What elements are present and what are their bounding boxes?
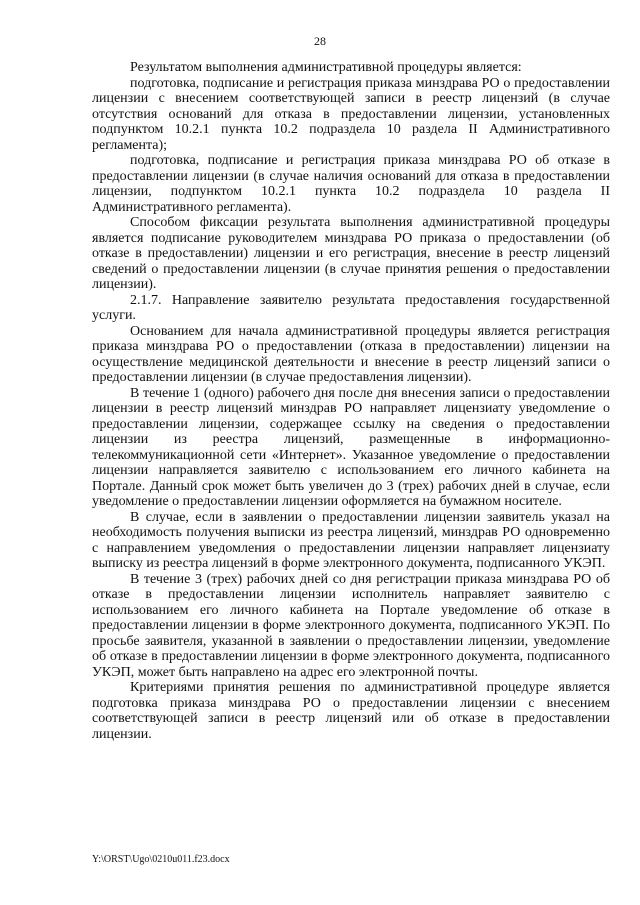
- paragraph-result-intro: Результатом выполнения административной процедуры является:: [130, 60, 522, 75]
- footer-file-path: Y:\ORST\Ugo\0210u011.f23.docx: [92, 854, 230, 865]
- paragraph-result-grant: подготовка, подписание и регистрация приказа минздрава РО о предоставлении лицензии с внесением соответствующей записи в реестр лицензий (в случае отсутствия оснований для отказа в предоставлении лицензии, установленных подпунктом 10.2.1 пункта 10.2 подраздела 10 раздела II Административного регламента);: [92, 75, 610, 153]
- page-number: 28: [314, 34, 326, 48]
- paragraph-procedure-basis: Основанием для начала административной процедуры является регистрация приказа минздрава РО о предоставлении (отказа в предоставлении) лицензии на осуществление медицинской деятельности и внесение в реестр лицензий записи о предоставлении лицензии (в случае предоставления лицензии).: [92, 323, 610, 385]
- paragraph-result-refusal: подготовка, подписание и регистрация приказа минздрава РО об отказе в предоставлении лицензии (в случае наличия оснований для отказа в предоставлении лицензии, подпунктом 10.2.1 пункта 10.2 подраздела 10 раздела II Административного регламента).: [92, 153, 610, 215]
- paragraph-fixation-method: Способом фиксации результата выполнения административной процедуры является подписание руководителем минздрава РО приказа о предоставлении (об отказе в предоставлении) лицензии и его регистрация, внесение в реестр лицензий сведений о предоставлении лицензии (в случае принятия решения о предоставлении лицензии).: [92, 215, 610, 292]
- paragraph-refusal-notification: В течение 3 (трех) рабочих дней со дня регистрации приказа минздрава РО об отказе в предоставлении лицензии исполнитель направляет заявителю с использованием его личного кабинета на Портале уведомление об отказе в предоставлении лицензии в форме электронного документа, подписанного УКЭП. По просьбе заявителя, указанной в заявлении о предоставлении лицензии, уведомление об отказе в предоставлении лицензии в форме электронного документа, подписанного УКЭП, может быть направлено на адрес его электронной почты.: [92, 571, 610, 680]
- paragraph-registry-extract: В случае, если в заявлении о предоставлении лицензии заявитель указал на необходимость получения выписки из реестра лицензий, минздрав РО одновременно с направлением уведомления о предоставлении лицензии направляет лицензиату выписку из реестра лицензий в форме электронного документа, подписанного УКЭП.: [92, 509, 610, 571]
- paragraph-notification-term: В течение 1 (одного) рабочего дня после дня внесения записи о предоставлении лицензии в реестр лицензий минздрав РО направляет лицензиату уведомление о предоставлении лицензии, содержащее ссылку на сведения о предоставлении лицензии из реестра лицензий, размещенные в информационно-телекоммуникационной сети «Интернет». Указанное уведомление о предоставлении лицензии направляется заявителю с использованием его личного кабинета на Портале. Данный срок может быть увеличен до 3 (трех) рабочих дней в случае, если уведомление о предоставлении лицензии оформляется на бумажном носителе.: [92, 385, 610, 509]
- section-heading-2-1-7: 2.1.7. Направление заявителю результата предоставления государственной услуги.: [92, 292, 610, 323]
- paragraph-decision-criteria: Критериями принятия решения по административной процедуре является подготовка приказа минздрава РО о предоставлении лицензии с внесением соответствующей записи в реестр лицензий или об отказе в предоставлении лицензии.: [92, 680, 610, 742]
- document-body: [92, 60, 610, 742]
